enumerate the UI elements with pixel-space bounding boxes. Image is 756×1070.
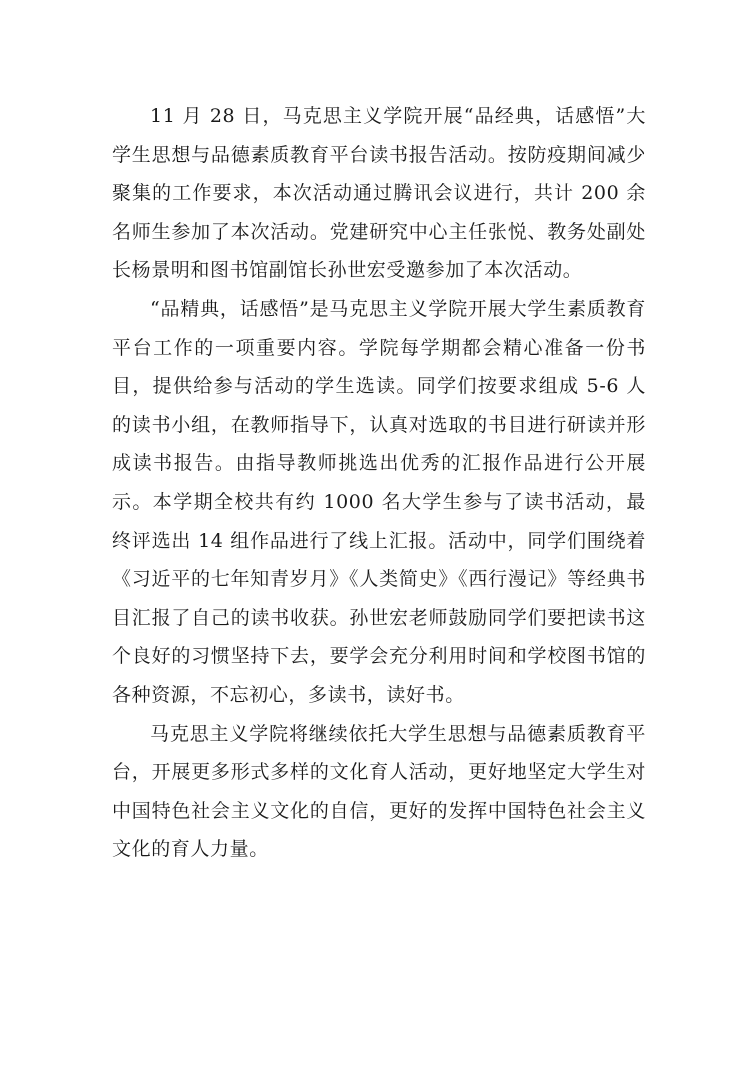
paragraph-event-overview: 11 月 28 日，马克思主义学院开展“品经典，话感悟”大学生思想与品德素质教育平台读书报告活动。按防疫期间减少聚集的工作要求，本次活动通过腾讯会议进行，共计 200 余名师生参加了本次活动。党建研究中心主任张悦、教务处副处长杨景明和图书馆副馆长孙世宏受邀参加了本次活动。	[112, 105, 646, 282]
paragraph-activity-details: “品精典，话感悟”是马克思主义学院开展大学生素质教育平台工作的一项重要内容。学院每学期都会精心准备一份书目，提供给参与活动的学生选读。同学们按要求组成 5-6 人的读书小组，在教师指导下，认真对选取的书目进行研读并形成读书报告。由指导教师挑选出优秀的汇报作品进行公开展示。本学期全校共有约 1000 名大学生参与了读书活动，最终评选出 14 组作品进行了线上汇报。活动中，同学们围绕着《习近平的七年知青岁月》《人类简史》《西行漫记》等经典书目汇报了自己的读书收获。孙世宏老师鼓励同学们要把读书这个良好的习惯坚持下去，要学会充分利用时间和学校图书馆的各种资源，不忘初心，多读书，读好书。	[112, 297, 646, 706]
paragraph-future-plans: 马克思主义学院将继续依托大学生思想与品德素质教育平台，开展更多形式多样的文化育人活动，更好地坚定大学生对中国特色社会主义文化的自信，更好的发挥中国特色社会主义文化的育人力量。	[112, 722, 646, 861]
article-body	[112, 97, 646, 869]
